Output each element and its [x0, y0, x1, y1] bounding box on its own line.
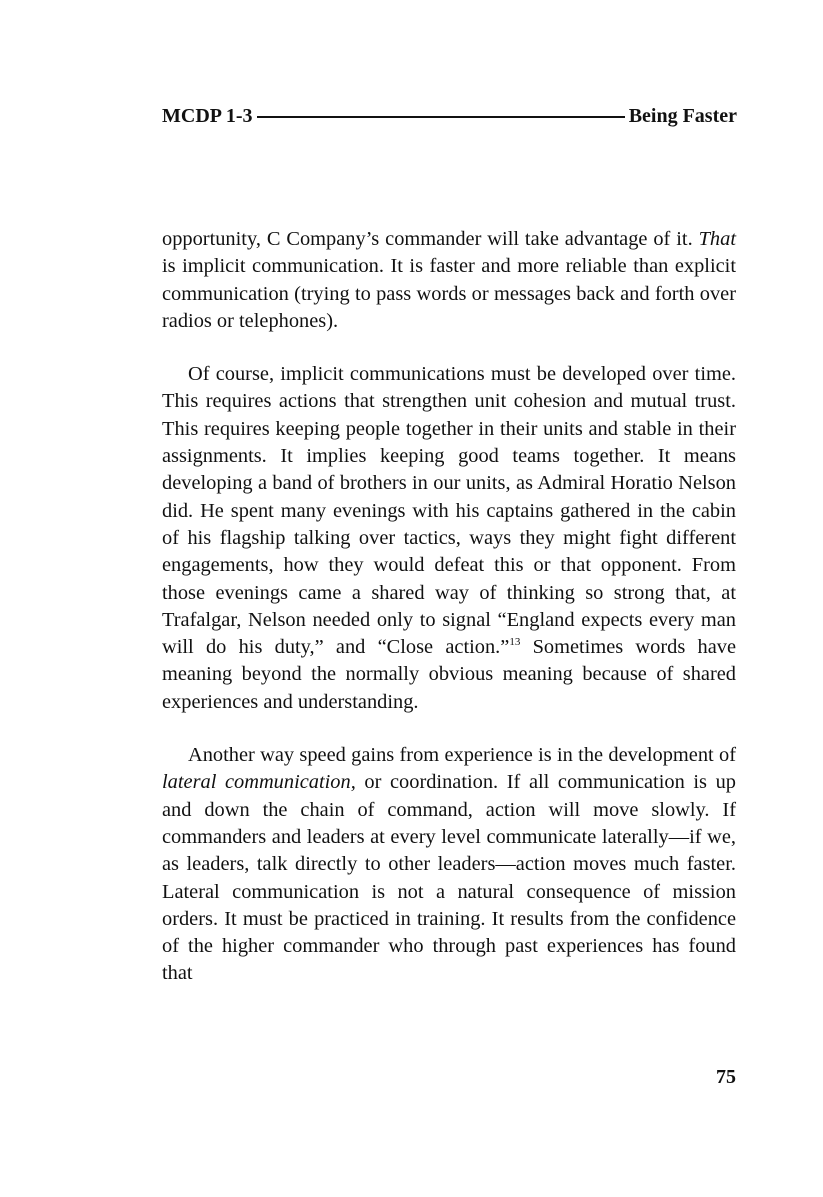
header-chapter-title: Being Faster — [628, 104, 737, 127]
header-document-id: MCDP 1-3 — [162, 104, 253, 127]
paragraph-3-text-b: or coordination. If all communication is up and down the chain of command, action will move slowly. If commanders and leaders at every level communicate laterally—if we, as leaders, talk directly to other leaders—action moves much faster. Lateral communication is not a natural consequence of mission orders. It must be practiced in training. It results from the confidence of the higher commander who through past experiences has found that — [162, 771, 736, 985]
paragraph-1-text-a: opportunity, C Company’s commander will take advantage of it. — [162, 228, 699, 250]
paragraph-1 — [162, 226, 736, 335]
paragraph-1-text-b: is implicit communication. It is faster and more reliable than explicit communication (trying to pass words or messages back and forth over radios or telephones). — [162, 255, 736, 332]
body-text — [162, 226, 736, 1014]
header-rule — [257, 116, 625, 118]
footnote-reference: 13 — [509, 636, 521, 649]
paragraph-2-text-b: Sometimes words have meaning beyond the normally obvious meaning because of shared experiences and understanding. — [162, 636, 736, 713]
paragraph-3-text-a: Another way speed gains from experience is in the development of — [188, 744, 736, 767]
paragraph-3 — [162, 742, 736, 988]
paragraph-1-emphasis: That — [698, 228, 736, 250]
paragraph-2 — [162, 361, 736, 716]
running-header — [162, 102, 737, 130]
page-number: 75 — [716, 1066, 736, 1088]
paragraph-2-text-a: Of course, implicit communications must be developed over time. This requires actions that strengthen unit cohesion and mutual trust. This requires keeping people together in their units and stable in their assignments. It implies keeping good teams together. It means developing a band of brothers in our units, as Admiral Horatio Nelson did. He spent many evenings with his captains gathered in the cabin of his flagship talking over tactics, ways they might fight different engagements, how they would defeat this or that opponent. From those evenings came a shared way of thinking so strong that, at Trafalgar, Nelson needed only to signal “England expects every man will do his duty,” and “Close action.” — [162, 363, 736, 659]
paragraph-3-emphasis: lateral communication, — [162, 771, 356, 794]
